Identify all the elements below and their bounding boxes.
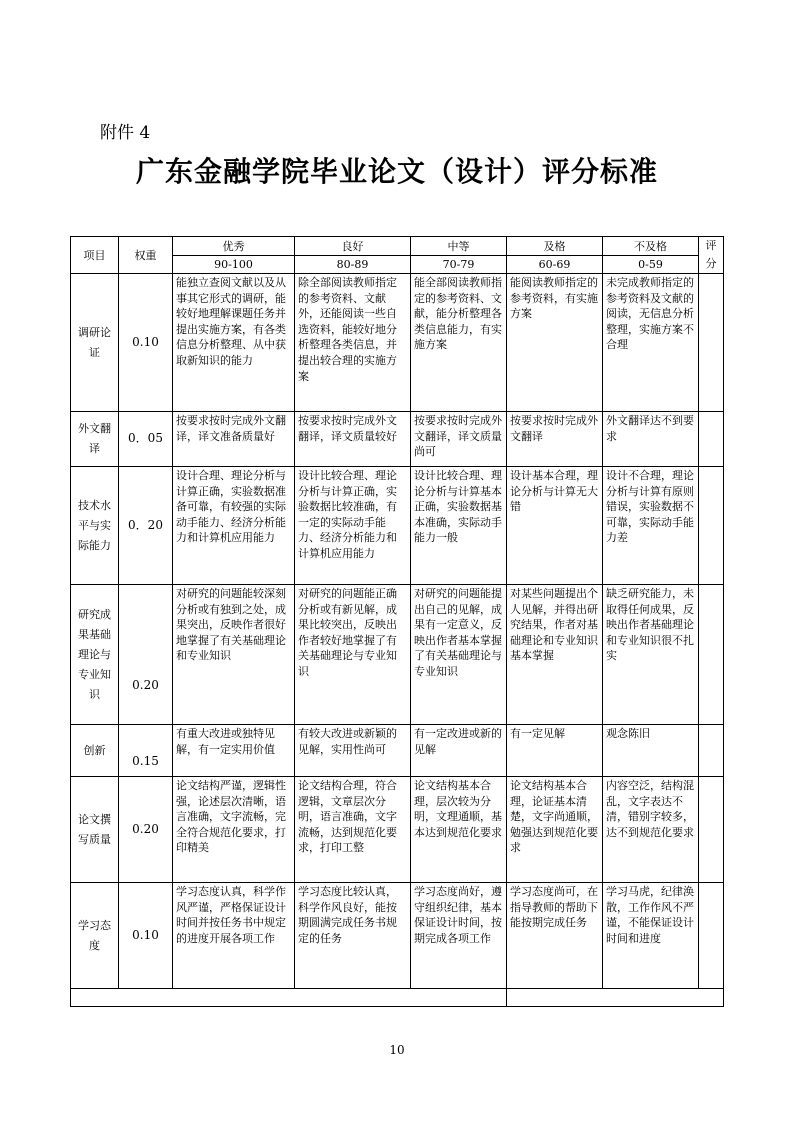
row-cell: 内容空泛，结构混乱，文字表达不清，错别字较多，达不到规范化要求 bbox=[603, 777, 699, 883]
row-cell: 设计不合理，理论分析与计算有原则错误，实验数据不可靠，实际动手能力差 bbox=[603, 467, 699, 585]
row-cell: 按要求按时完成外文翻译，译文准备质量好 bbox=[173, 412, 295, 467]
row-cell: 论文结构严谨，逻辑性强，论述层次清晰，语言准确，文字流畅，完全符合规范化要求，打印精美 bbox=[173, 777, 295, 883]
row-cell: 观念陈旧 bbox=[603, 725, 699, 777]
header-grade-name: 良好 bbox=[295, 237, 411, 256]
row-item: 论文撰写质量 bbox=[71, 777, 119, 883]
score-cell[interactable] bbox=[699, 725, 724, 777]
row-item: 技术水平与实际能力 bbox=[71, 467, 119, 585]
table-row bbox=[71, 585, 724, 725]
header-grade-name: 不及格 bbox=[603, 237, 699, 256]
header-grade-range: 0-59 bbox=[603, 256, 699, 274]
header-grade-range: 70-79 bbox=[411, 256, 507, 274]
row-item: 学习态度 bbox=[71, 883, 119, 989]
row-cell: 学习态度认真，科学作风严谨，严格保证设计时间并按任务书中规定的进度开展各项工作 bbox=[173, 883, 295, 989]
header-weight: 权重 bbox=[119, 237, 173, 274]
row-cell: 有一定改进或新的见解 bbox=[411, 725, 507, 777]
row-weight: 0.20 bbox=[119, 777, 173, 883]
row-cell: 对某些问题提出个人见解，并得出研究结果，作者对基础理论和专业知识基本掌握 bbox=[507, 585, 603, 725]
row-cell: 能阅读教师指定的参考资料，有实施方案 bbox=[507, 274, 603, 412]
row-cell: 有一定见解 bbox=[507, 725, 603, 777]
table-row-empty bbox=[71, 989, 724, 1007]
row-cell: 设计比较合理、理论分析与计算基本正确，实验数据基本准确，实际动手能力一般 bbox=[411, 467, 507, 585]
row-weight: 0．20 bbox=[119, 467, 173, 585]
attachment-label: 附件 4 bbox=[100, 123, 151, 143]
score-cell[interactable] bbox=[699, 777, 724, 883]
table-row bbox=[71, 412, 724, 467]
empty-cell bbox=[71, 989, 507, 1007]
score-cell[interactable] bbox=[699, 274, 724, 412]
table-row bbox=[71, 274, 724, 412]
row-weight: 0．05 bbox=[119, 412, 173, 467]
row-cell: 缺乏研究能力，未取得任何成果，反映出作者基础理论和专业知识很不扎实 bbox=[603, 585, 699, 725]
row-cell: 按要求按时完成外文翻译，译文质量尚可 bbox=[411, 412, 507, 467]
row-weight: 0.20 bbox=[119, 585, 173, 725]
row-weight: 0.10 bbox=[119, 883, 173, 989]
header-grade-name: 优秀 bbox=[173, 237, 295, 256]
header-grade-range: 80-89 bbox=[295, 256, 411, 274]
row-item: 调研论证 bbox=[71, 274, 119, 412]
row-cell: 能全部阅读教师指定的参考资料、文献，能分析整理各类信息能力，有实施方案 bbox=[411, 274, 507, 412]
empty-cell[interactable] bbox=[507, 989, 724, 1007]
row-cell: 设计合理、理论分析与计算正确，实验数据准备可靠，有较强的实际动手能力、经济分析能力和计算机应用能力 bbox=[173, 467, 295, 585]
score-cell[interactable] bbox=[699, 412, 724, 467]
row-cell: 论文结构基本合理，层次较为分明，文理通顺，基本达到规范化要求 bbox=[411, 777, 507, 883]
grading-table bbox=[70, 236, 724, 1007]
score-cell[interactable] bbox=[699, 883, 724, 989]
row-item: 研究成果基础理论与专业知识 bbox=[71, 585, 119, 725]
row-cell: 能独立查阅文献以及从事其它形式的调研，能较好地理解课题任务并提出实施方案，有各类信息分析整理、从中获取新知识的能力 bbox=[173, 274, 295, 412]
row-cell: 设计基本合理，理论分析与计算无大错 bbox=[507, 467, 603, 585]
row-cell: 除全部阅读教师指定的参考资料、文献外，还能阅读一些自选资料，能较好地分析整理各类信息，并提出较合理的实施方案 bbox=[295, 274, 411, 412]
score-cell[interactable] bbox=[699, 467, 724, 585]
row-cell: 有较大改进或新颖的见解，实用性尚可 bbox=[295, 725, 411, 777]
table-row bbox=[71, 725, 724, 777]
header-grade-range: 90-100 bbox=[173, 256, 295, 274]
row-cell: 对研究的问题能较深刻分析或有独到之处，成果突出，反映作者很好地掌握了有关基础理论和专业知识 bbox=[173, 585, 295, 725]
row-weight: 0.10 bbox=[119, 274, 173, 412]
table-row bbox=[71, 467, 724, 585]
row-cell: 未完成教师指定的参考资料及文献的阅读，无信息分析整理，实施方案不合理 bbox=[603, 274, 699, 412]
page-number: 10 bbox=[389, 1043, 405, 1057]
row-weight: 0.15 bbox=[119, 725, 173, 777]
row-cell: 外文翻译达不到要求 bbox=[603, 412, 699, 467]
header-score bbox=[699, 237, 724, 274]
row-cell: 论文结构基本合理，论证基本清楚，文字尚通顺，勉强达到规范化要求 bbox=[507, 777, 603, 883]
row-cell: 有重大改进或独特见解，有一定实用价值 bbox=[173, 725, 295, 777]
row-cell: 对研究的问题能正确分析或有新见解，成果比较突出，反映出作者较好地掌握了有关基础理论与专业知识 bbox=[295, 585, 411, 725]
row-cell: 学习态度尚好，遵守组织纪律，基本保证设计时间，按期完成各项工作 bbox=[411, 883, 507, 989]
row-cell: 学习马虎，纪律涣散，工作作风不严谨，不能保证设计时间和进度 bbox=[603, 883, 699, 989]
row-cell: 对研究的问题能提出自己的见解，成果有一定意义，反映出作者基本掌握了有关基础理论与专业知识 bbox=[411, 585, 507, 725]
header-grade-name: 及格 bbox=[507, 237, 603, 256]
table-row bbox=[71, 777, 724, 883]
header-grade-range: 60-69 bbox=[507, 256, 603, 274]
row-cell: 按要求按时完成外文翻译，译文质量较好 bbox=[295, 412, 411, 467]
table-row bbox=[71, 883, 724, 989]
header-score-label: 评分 bbox=[705, 239, 717, 270]
row-cell: 学习态度比较认真，科学作风良好，能按期圆满完成任务书规定的任务 bbox=[295, 883, 411, 989]
page-title: 广东金融学院毕业论文（设计）评分标准 bbox=[135, 155, 658, 188]
row-cell: 论文结构合理，符合逻辑，文章层次分明，语言准确，文字流畅，达到规范化要求，打印工整 bbox=[295, 777, 411, 883]
row-item: 外文翻译 bbox=[71, 412, 119, 467]
row-cell: 设计比较合理、理论分析与计算正确，实验数据比较准确，有一定的实际动手能力、经济分析能力和计算机应用能力 bbox=[295, 467, 411, 585]
score-cell[interactable] bbox=[699, 585, 724, 725]
row-cell: 按要求按时完成外文翻译 bbox=[507, 412, 603, 467]
header-grade-name: 中等 bbox=[411, 237, 507, 256]
row-item: 创新 bbox=[71, 725, 119, 777]
header-item: 项目 bbox=[71, 237, 119, 274]
row-cell: 学习态度尚可，在指导教师的帮助下能按期完成任务 bbox=[507, 883, 603, 989]
